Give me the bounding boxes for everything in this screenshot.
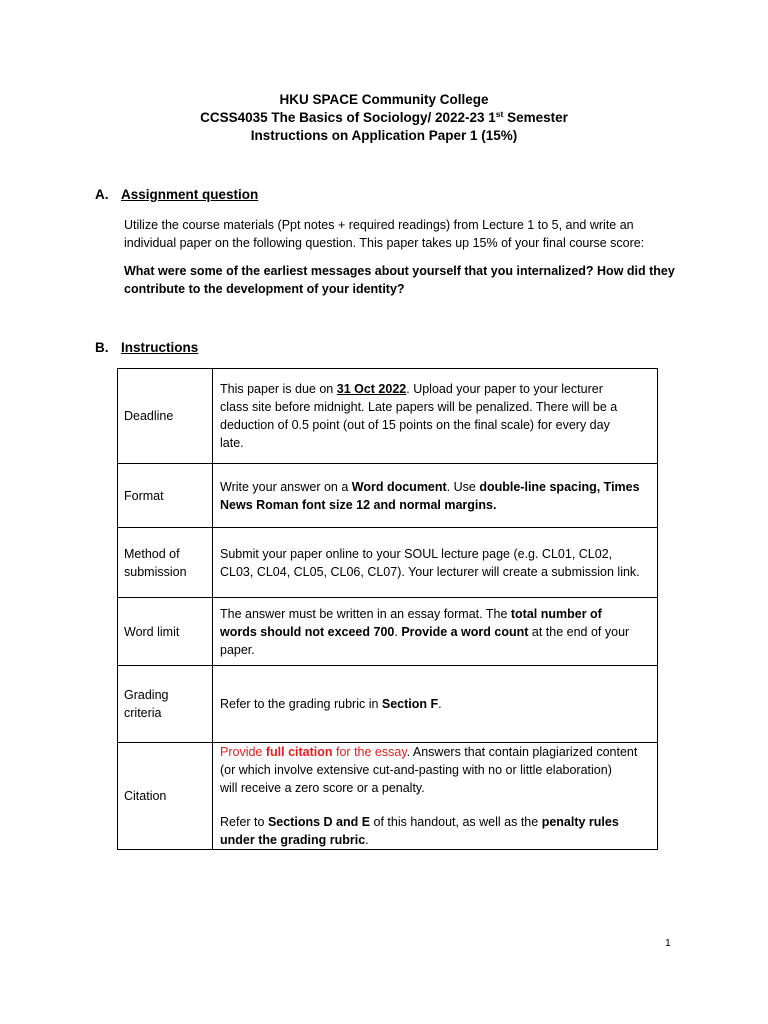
row-label: Deadline <box>118 369 213 464</box>
table-row-citation <box>118 743 658 850</box>
row-content: Write your answer on a Word document. Use double-line spacing, Times News Roman font size 12 and normal margins. <box>213 464 658 528</box>
table-row-format <box>118 464 658 528</box>
row-label: Format <box>118 464 213 528</box>
table-row-deadline <box>118 369 658 464</box>
row-label: Word limit <box>118 598 213 666</box>
row-content: Provide full citation for the essay. Answers that contain plagiarized content (or which involve extensive cut-and-pasting with no or little elaboration) will receive a zero score or a penalty. Refer to Sections D and E of this handout, as well as the penalty rules under the grading rubric. <box>213 743 658 850</box>
assignment-intro: Utilize the course materials (Ppt notes + required readings) from Lecture 1 to 5, and write an individual paper on the following question. This paper takes up 15% of your final course score: <box>124 218 645 250</box>
assignment-question: What were some of the earliest messages about yourself that you internalized? How did they contribute to the development of your identity? <box>124 264 675 296</box>
instructions-table <box>117 368 658 850</box>
row-content: The answer must be written in an essay format. The total number of words should not exceed 700. Provide a word count at the end of your paper. <box>213 598 658 666</box>
document-title: Instructions on Application Paper 1 (15%) <box>250 128 518 143</box>
row-label: Citation <box>118 743 213 850</box>
course-title: CCSS4035 The Basics of Sociology/ 2022-23 1st Semester <box>200 109 568 125</box>
row-label: Grading criteria <box>118 666 213 743</box>
document-header <box>0 91 768 145</box>
row-content: Submit your paper online to your SOUL lecture page (e.g. CL01, CL02, CL03, CL04, CL05, CL06, CL07). Your lecturer will create a submission link. <box>213 528 658 598</box>
section-b-heading: B. Instructions <box>95 340 199 355</box>
row-label: Method of submission <box>118 528 213 598</box>
table-row-submission <box>118 528 658 598</box>
row-content: Refer to the grading rubric in Section F. <box>213 666 658 743</box>
row-content: This paper is due on 31 Oct 2022. Upload your paper to your lecturer class site before midnight. Late papers will be penalized. There will be a deduction of 0.5 point (out of 15 points on the final scale) for every day late. <box>213 369 658 464</box>
section-a-heading: A. Assignment question <box>95 187 259 202</box>
college-name: HKU SPACE Community College <box>279 92 489 107</box>
page-number: 1 <box>665 937 671 949</box>
table-row-grading <box>118 666 658 743</box>
table-row-word-limit <box>118 598 658 666</box>
